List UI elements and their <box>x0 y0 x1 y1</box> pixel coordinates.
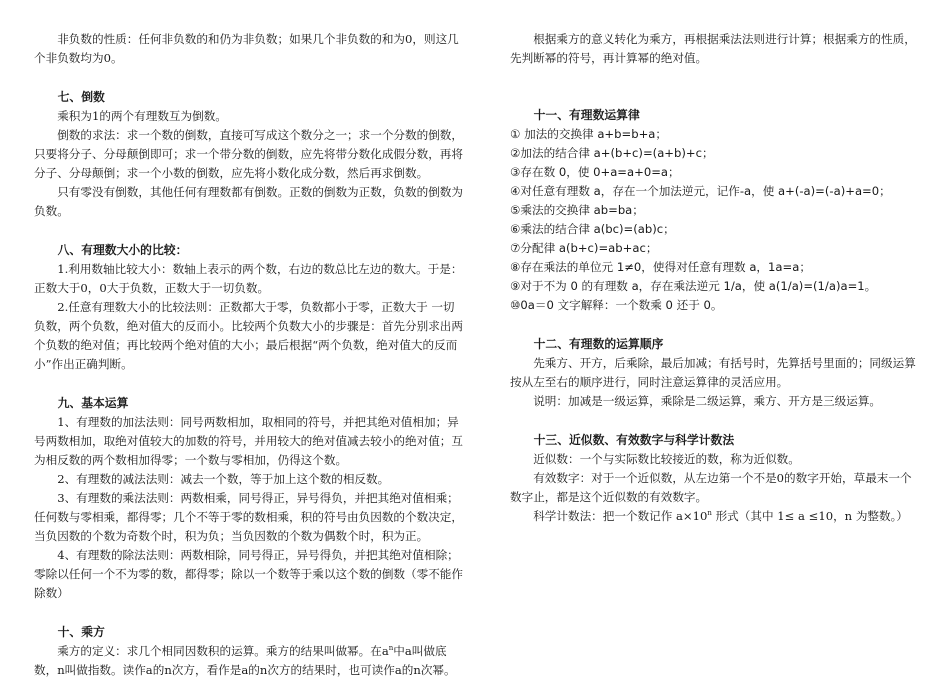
superscript: n <box>707 509 712 518</box>
paragraph: 1.利用数轴比较大小：数轴上表示的两个数，右边的数总比左边的数大。于是：正数大于0，0大于负数，正数大于一切负数。 <box>34 262 463 295</box>
paragraph: 说明：加减是一级运算，乘除是二级运算，乘方、开方是三级运算。 <box>533 394 882 408</box>
list-item: ④对任意有理数 a，存在一个加法逆元，记作-a，使 a+(-a)=(-a)+a=0； <box>510 184 891 198</box>
right-column <box>510 30 918 526</box>
paragraph: 2.任意有理数大小的比较法则：正数都大于零，负数都小于零，正数大于 一切负数，两个负数，绝对值大的反而小。比较两个负数大小的步骤是：首先分别求出两个负数的绝对值；再比较两个绝对值的大小；最后根据“两个负数，绝对值大的反而小”作出正确判断。 <box>34 300 463 371</box>
paragraph: 1、有理数的加法法则：同号两数相加，取相同的符号，并把其绝对值相加；异号两数相加，取绝对值较大的加数的符号，并用较大的绝对值减去较小的绝对值；互为相反数的两个数相加得零；一个数与零相加，仍得这个数。 <box>34 415 463 467</box>
section-title-order: 十二、有理数的运算顺序 <box>533 337 664 351</box>
paragraph: 乘积为1的两个有理数互为倒数。 <box>57 109 227 123</box>
paragraph: 有效数字：对于一个近似数，从左边第一个不是0的数字开始，草最末一个数字止，都是这个近似数的有效数字。 <box>510 471 912 504</box>
section-title-operations: 九、基本运算 <box>57 396 129 410</box>
nonneg-property: 非负数的性质：任何非负数的和仍为非负数；如果几个非负数的和为0，则这几个非负数均为0。 <box>34 32 459 65</box>
sci-notation <box>510 507 918 526</box>
power-definition <box>34 642 466 680</box>
section-title-laws: 十一、有理数运算律 <box>533 108 640 122</box>
text-run: 形式（其中 1≤ a ≤10，n 为整数。） <box>711 509 909 523</box>
list-item: ⑦分配律 a(b+c)=ab+ac； <box>510 241 658 255</box>
section-title-compare: 八、有理数大小的比较： <box>57 243 188 257</box>
section-title-approx: 十三、近似数、有效数字与科学计数法 <box>533 433 735 447</box>
left-column <box>34 30 466 680</box>
paragraph: 倒数的求法：求一个数的倒数，直接可写成这个数分之一；求一个分数的倒数，只要将分子、分母颠倒即可；求一个带分数的倒数，应先将带分数化成假分数，再将分子、分母颠倒；求一个小数的倒数，应先将小数化成分数，然后再求倒数。 <box>34 128 463 180</box>
list-item: ⑩0a＝0 文字解释：一个数乘 0 还于 0。 <box>510 298 723 312</box>
list-item: ⑥乘法的结合律 a(bc)=(ab)c； <box>510 222 675 236</box>
paragraph: 4、有理数的除法法则：两数相除，同号得正，异号得负，并把其绝对值相除；零除以任何一个不为零的数，都得零；除以一个数等于乘以这个数的倒数（零不能作除数） <box>34 548 463 600</box>
paragraph: 近似数：一个与实际数比较接近的数，称为近似数。 <box>533 452 800 466</box>
list-item: ① 加法的交换律 a+b=b+a； <box>510 127 667 141</box>
paragraph: 3、有理数的乘法法则：两数相乘，同号得正，异号得负，并把其绝对值相乘；任何数与零相乘，都得零；几个不等于零的数相乘，积的符号由负因数的个数决定，当负因数的个数为奇数个时，积为负；当负因数的个数为偶数个时，积为正。 <box>34 491 463 543</box>
list-item: ⑧存在乘法的单位元 1≠0，使得对任意有理数 a，1a=a； <box>510 260 811 274</box>
text-run: 中a叫做底数，n叫做指数。读作a的n次方，看作是a的n次方的结果时，也可读作a的n次幂。 <box>34 644 456 677</box>
paragraph: 先乘方、开方，后乘除，最后加减；有括号时，先算括号里面的；同级运算按从左至右的顺序进行，同时注意运算律的灵活应用。 <box>510 356 916 389</box>
list-item: ②加法的结合律 a+(b+c)=(a+b)+c； <box>510 146 714 160</box>
list-item: ⑨对于不为 0 的有理数 a，存在乘法逆元 1/a，使 a(1/a)=(1/a)a=1。 <box>510 279 877 293</box>
list-item: ⑤乘法的交换律 ab=ba； <box>510 203 644 217</box>
paragraph: 2、有理数的减法法则：减去一个数，等于加上这个数的相反数。 <box>57 472 390 486</box>
text-run: 乘方的定义：求几个相同因数积的运算。乘方的结果叫做幂。在a <box>57 644 389 658</box>
list-item: ③存在数 0，使 0+a=a+0=a； <box>510 165 680 179</box>
laws-list <box>510 125 918 315</box>
text-run: 科学计数法：把一个数记作 a×10 <box>533 509 708 523</box>
section-title-reciprocal: 七、倒数 <box>57 90 105 104</box>
power-continued: 根据乘方的意义转化为乘方，再根据乘法法则进行计算；根据乘方的性质，先判断幂的符号，再计算幂的绝对值。 <box>510 32 916 65</box>
superscript: n <box>388 644 394 653</box>
section-title-power: 十、乘方 <box>57 625 105 639</box>
paragraph: 只有零没有倒数，其他任何有理数都有倒数。正数的倒数为正数，负数的倒数为负数。 <box>34 185 463 218</box>
